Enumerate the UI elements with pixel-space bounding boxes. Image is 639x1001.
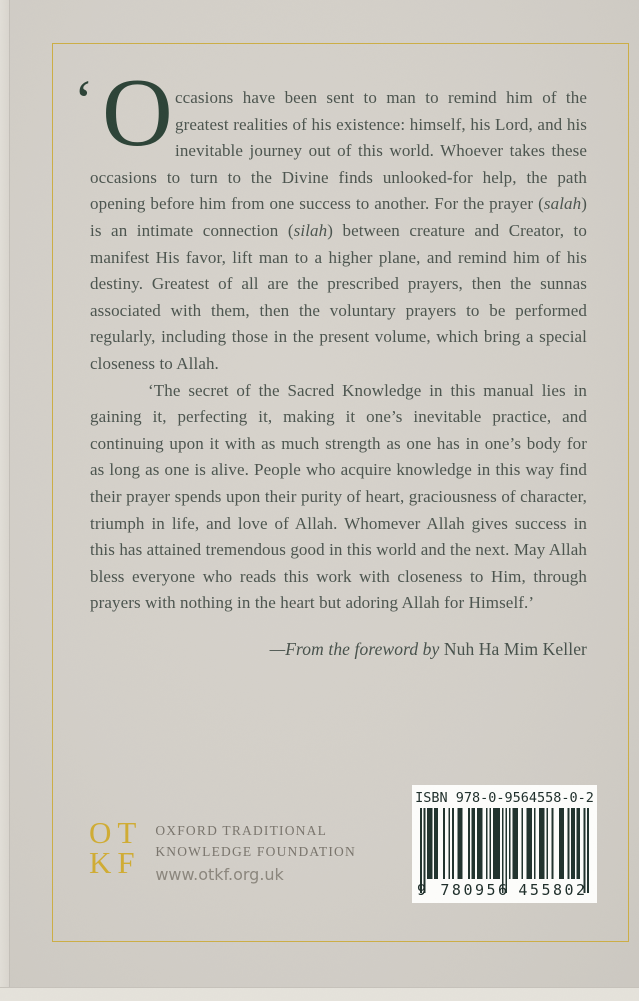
- monogram-line-1: OT: [89, 815, 143, 850]
- barcode-digit-group-2: 780956: [440, 881, 510, 899]
- publisher-name-line-2: KNOWLEDGE FOUNDATION: [155, 843, 356, 859]
- publisher-name-line-1: OXFORD TRADITIONAL: [155, 823, 328, 838]
- attribution-name: Nuh Ha Mim Keller: [443, 638, 587, 659]
- foreword-quote-block: [74, 59, 587, 662]
- open-quote-mark: ‘: [74, 68, 94, 133]
- quote-paragraph-2: ‘The secret of the Sacred Knowledge in this manual lies in gaining it, perfecting it, making it one’s inevitable practice, and continuing upon it with as much strength as one has in one’s body for as long as one is alive. People who acquire knowledge in this way find their prayer spends upon their purity of heart, graciousness of character, triumph in life, and love of Allah. Whomever Allah gives success in this has attained tremendous good in this world and the next. May Allah bless everyone who reads this work with closeness to Him, through prayers with nothing in the heart but adoring Allah for Himself.’: [90, 380, 587, 613]
- attribution-line: [90, 636, 587, 663]
- page-edge-bottom: [0, 987, 639, 1001]
- dropcap-letter: O: [102, 59, 173, 167]
- isbn-barcode-panel: [412, 785, 597, 903]
- attribution-lead: —From the foreword by: [269, 638, 440, 659]
- barcode-digit-group-3: 455802: [518, 881, 588, 899]
- barcode-digit-group-1: 9: [417, 881, 427, 899]
- quote-paragraph-1-text: ccasions have been sent to man to remind him of the greatest realities of his existence: himself, his Lord, and his inevitable journey out of this world. Whoever takes these occasions to turn to the Divine finds unlooked-for help, the path opening before him from one success to another. For the prayer (salah) is an intimate connection (silah) between creature and Creator, to manifest His favor, lift man to a higher plane, and remind him of his destiny. Greatest of all are the prescribed prayers, then the sunnas associated with them, then the voluntary prayers to be performed regularly, including those in the present volume, which bring a special closeness to Allah.: [90, 88, 587, 373]
- publisher-block: [89, 815, 356, 884]
- monogram-line-2: KF: [89, 845, 141, 880]
- page-edge-left: [0, 0, 10, 987]
- publisher-website: www.otkf.org.uk: [155, 865, 284, 884]
- isbn-label: ISBN 978-0-9564558-0-2: [415, 790, 594, 806]
- dropcap: [74, 59, 175, 167]
- otkf-monogram-logo: [89, 815, 143, 880]
- quote-paragraph-1: [74, 59, 587, 378]
- barcode-digits: [412, 881, 597, 897]
- publisher-name: [155, 818, 356, 884]
